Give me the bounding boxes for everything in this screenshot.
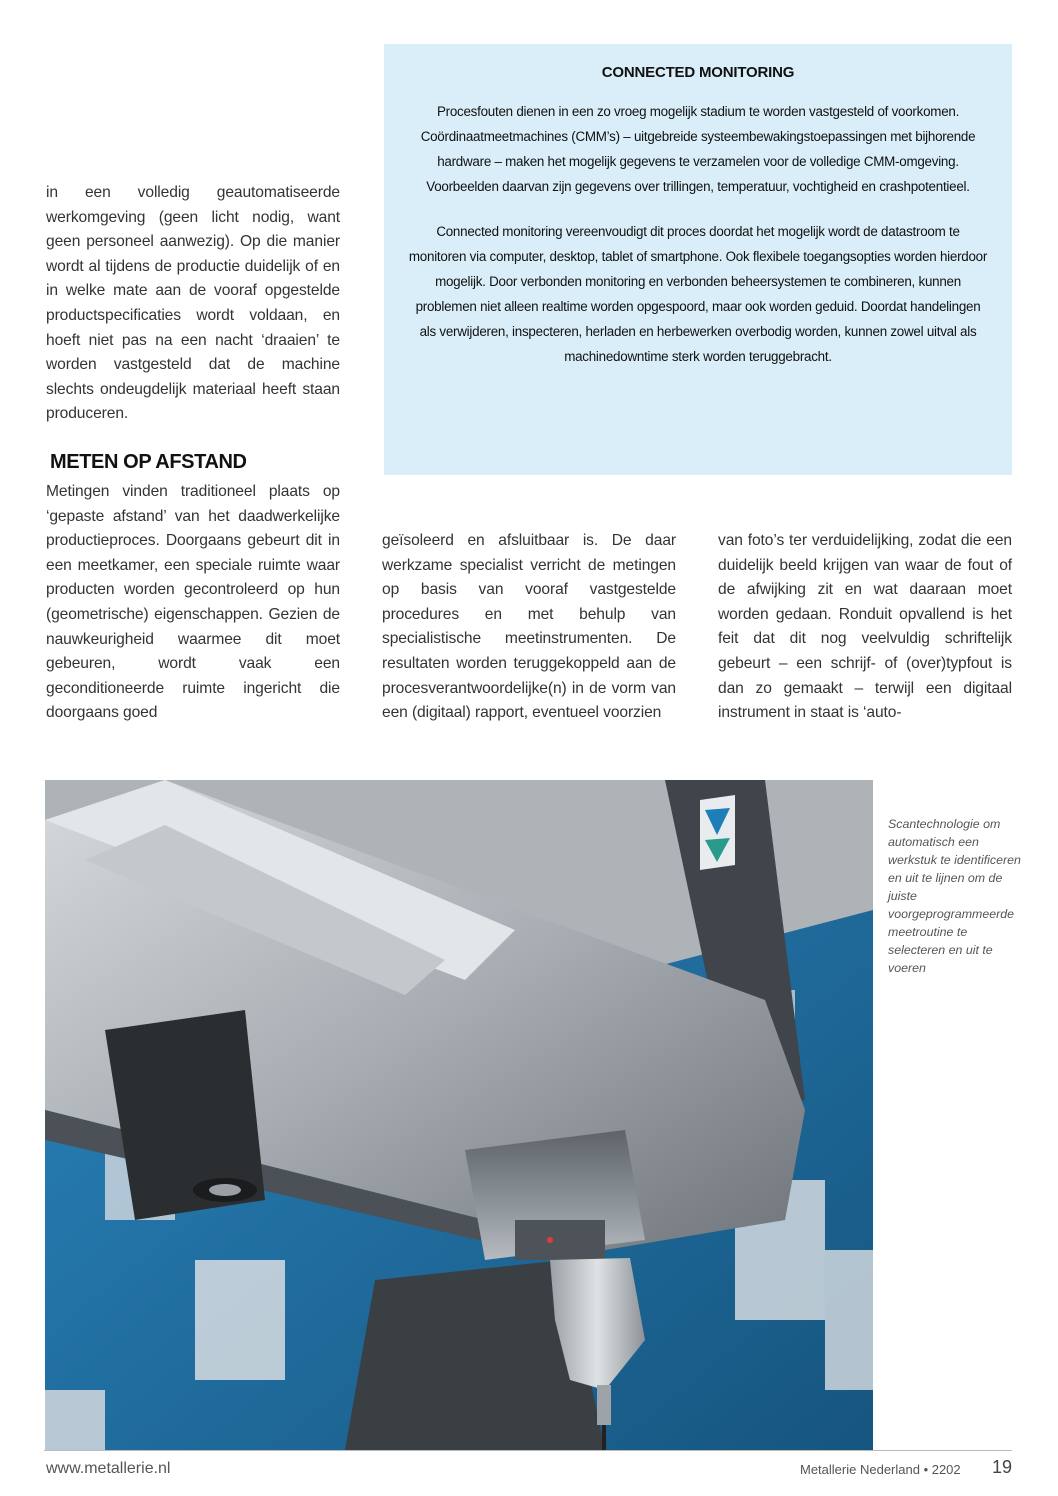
cmm-machine-photo [45, 780, 873, 1450]
connected-monitoring-box [384, 44, 1012, 475]
sidebar-paragraph-2: Connected monitoring vereenvoudigt dit proces doordat het mogelijk wordt de datastroom te monitoren via computer, desktop, tablet of smartphone. Ook flexibele toegangsopties worden hierdoor mogelijk. Door verbonden monitoring en verbonden beheersystemen te combineren, kunnen problemen niet alleen realtime worden opgespoord, maar ook worden geduid. Doordat handelingen als verwijderen, inspecteren, herladen en herbewerken overbodig worden, kunnen zowel uitval als machinedowntime sterk worden teruggebracht. [408, 224, 988, 364]
article-column-2: geïsoleerd en afsluitbaar is. De daar werkzame specialist verricht de metingen op basis van vooraf vastgestelde procedures en met behulp van specialistische meetinstrumenten. De resultaten worden teruggekoppeld aan de procesverantwoordelijke(n) in de vorm van een (digitaal) rapport, eventueel voorzien [382, 532, 676, 722]
article-column-3: van foto’s ter verduidelijking, zodat die een duidelijk beeld krijgen van waar de fout of de afwijking zit en wat daaraan moet worden gedaan. Ronduit opvallend is het feit dat dit nog veelvuldig schriftelijk gebeurt – een schrijf- of (over)typfout is dan zo gemaakt – terwijl een digitaal instrument in staat is ‘auto- [718, 532, 1012, 722]
sidebar-title: CONNECTED MONITORING [601, 64, 795, 81]
footer-divider [44, 1450, 1012, 1451]
section-heading: METEN OP AFSTAND [50, 451, 247, 473]
photo-caption: Scantechnologie om automatisch een werkstuk te identificeren en uit te lijnen om de juiste voorgeprogrammeerde meetroutine te selecteren en uit te voeren [888, 817, 1021, 975]
page-number: 19 [992, 1457, 1013, 1477]
sidebar-paragraph-1: Procesfouten dienen in een zo vroeg mogelijk stadium te worden vastgesteld of voorkomen. Coördinaatmeetmachines (CMM’s) – uitgebreide systeembewakingstoepassingen met bijhorende hardware – maken het mogelijk gegevens te verzamelen voor de volledige CMM-omgeving. Voorbeelden daarvan zijn gegevens over trillingen, temperatuur, vochtigheid en crashpotentieel. [420, 104, 976, 194]
article-column-1: Metingen vinden traditioneel plaats op ‘gepaste afstand’ van het daadwerkelijke productieproces. Doorgaans gebeurt dit in een meetkamer, een speciale ruimte waar producten worden gecontroleerd op hun (geometrische) eigenschappen. Gezien de nauwkeurigheid waarmee dit moet gebeuren, wordt vaak een geconditioneerde ruimte ingericht die doorgaans goed [46, 483, 340, 722]
article-intro-paragraph: in een volledig geautomatiseerde werkomgeving (geen licht nodig, want geen personeel aanwezig). Op die manier wordt al tijdens de productie duidelijk of en in welke mate aan de vooraf opgestelde productspecificaties wordt voldaan, en hoeft niet pas na een nacht ‘draaien’ te worden vastgesteld dat de machine slechts ondeugdelijk materiaal heeft staan produceren. [46, 184, 340, 423]
footer-url-link[interactable]: www.metallerie.nl [46, 1460, 171, 1477]
footer-magazine-issue: Metallerie Nederland • 2202 [800, 1462, 961, 1477]
